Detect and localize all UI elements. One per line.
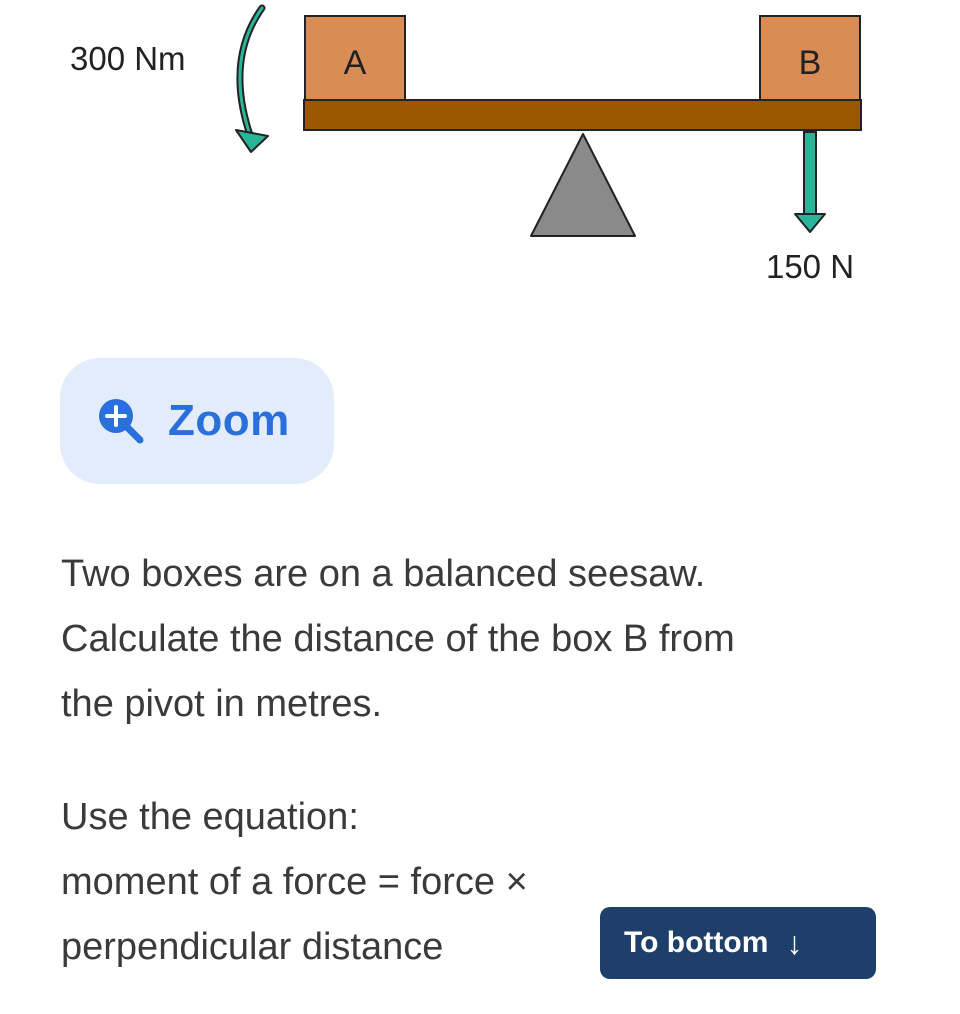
pivot-triangle [531,134,635,236]
question-line: Calculate the distance of the box B from [61,618,735,660]
box-b [760,16,860,100]
question-line: Two boxes are on a balanced seesaw. [61,553,706,595]
equation-line: perpendicular distance [61,926,444,968]
zoom-button[interactable] [60,358,334,484]
force-arrow-icon [795,132,825,232]
seesaw-plank [304,100,861,130]
box-b-label: B [798,44,822,82]
seesaw-diagram [0,0,960,300]
to-bottom-label: To bottom [624,926,769,959]
box-a-label: A [343,44,367,82]
zoom-in-icon [96,396,146,446]
force-label: 150 N [765,248,855,285]
equation-heading: Use the equation: [61,796,359,838]
zoom-label: Zoom [168,396,290,445]
moment-label: 300 Nm [70,40,186,77]
equation-line: moment of a force = force × [61,861,528,903]
to-bottom-button[interactable] [600,907,876,979]
question-line: the pivot in metres. [61,683,383,725]
box-a [305,16,405,100]
moment-arrow-icon [236,8,268,152]
arrow-down-icon: ↓ [786,924,803,961]
